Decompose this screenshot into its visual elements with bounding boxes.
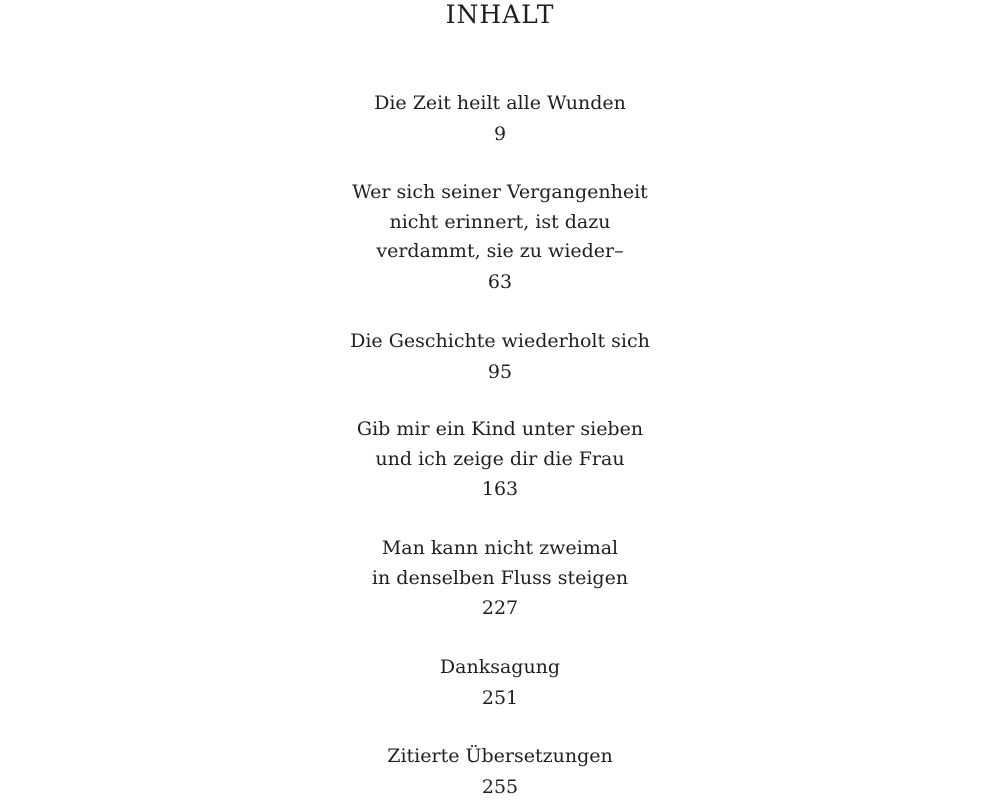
page-number: 255 — [481, 775, 519, 798]
chapter-title-line: Danksagung — [439, 656, 561, 678]
chapter-title-line: verdammt, sie zu wieder– — [376, 240, 624, 263]
chapter-title-line: Die Geschichte wiederholt sich — [350, 330, 650, 352]
page-number: 163 — [481, 478, 519, 501]
toc-entry — [0, 653, 1000, 714]
page-number: 9 — [493, 122, 507, 145]
page-number: 95 — [487, 360, 513, 383]
page-number: 63 — [487, 270, 513, 293]
toc-entry — [0, 89, 1000, 150]
toc-heading: INHALT — [445, 0, 555, 29]
page-number: 227 — [481, 597, 519, 620]
toc-entry — [0, 415, 1000, 505]
chapter-title-line: Wer sich seiner Vergangenheit — [352, 181, 648, 203]
toc-entry — [0, 178, 1000, 298]
page-number: 251 — [481, 686, 519, 709]
chapter-title-line: Zitierte Übersetzungen — [387, 745, 613, 767]
chapter-title-line: nicht erinnert, ist dazu — [389, 210, 611, 233]
chapter-title-line: in denselben Fluss steigen — [371, 566, 629, 589]
toc-entry — [0, 534, 1000, 624]
toc-entry — [0, 742, 1000, 803]
chapter-title-line: Man kann nicht zweimal — [381, 537, 619, 559]
chapter-title-line: Die Zeit heilt alle Wunden — [374, 92, 626, 114]
chapter-title-line: und ich zeige dir die Frau — [375, 447, 625, 470]
toc-entry — [0, 327, 1000, 388]
chapter-title-line: Gib mir ein Kind unter sieben — [356, 418, 644, 440]
